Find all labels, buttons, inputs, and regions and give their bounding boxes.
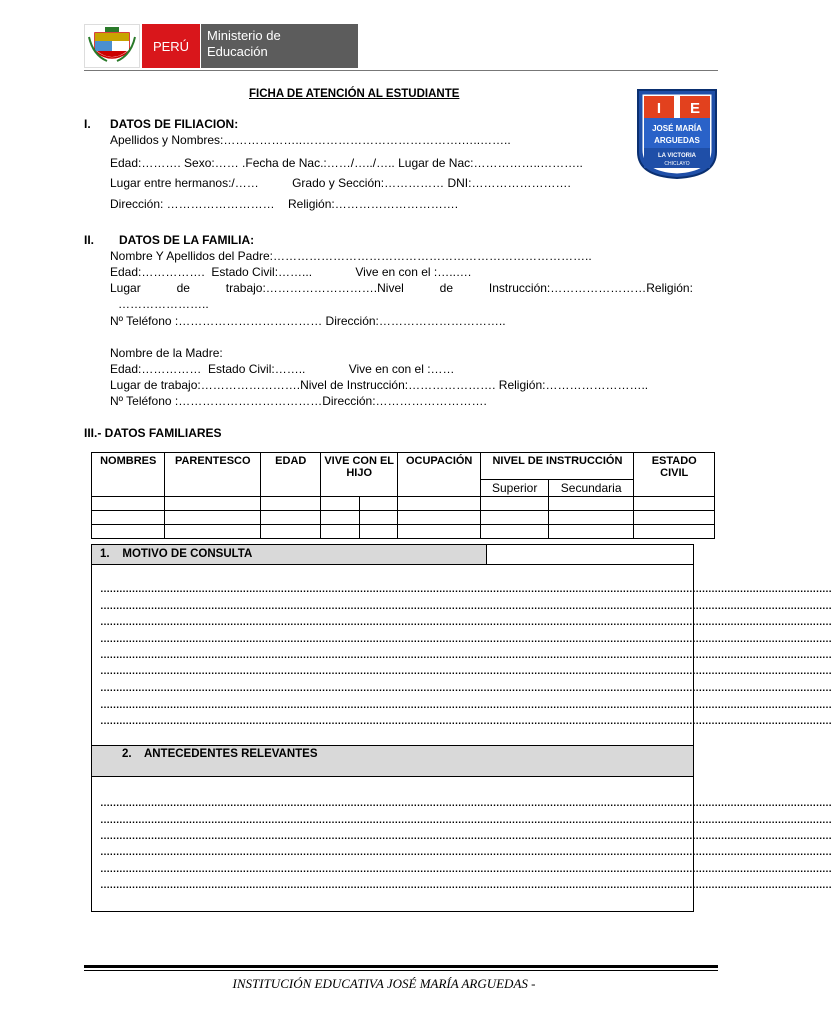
antecedentes-line-5[interactable]: …………………………………………………………………………………………………………………………………………………………………………………………………………… — [100, 864, 832, 875]
antecedentes-line-1[interactable]: …………………………………………………………………………………………………………………………………………………………………………………………………………… — [100, 798, 832, 809]
motivo-line-1[interactable]: …………………………………………………………………………………………………………………………………………………………………………………………………………… — [100, 584, 832, 595]
field-madre-telefono-direccion[interactable]: Nº Teléfono :………………………………Dirección:………………………. — [110, 394, 487, 408]
field-padre-trabajo-row[interactable] — [110, 281, 693, 295]
crest-name-line1: JOSÉ MARÍA — [652, 124, 702, 133]
field-apellidos-nombres[interactable]: Apellidos y Nombres:………………..………………………………….…..…….. — [110, 133, 511, 147]
crest-place-line1: LA VICTORIA — [657, 153, 697, 159]
section1-number: I. — [84, 117, 91, 131]
field-madre-edad-estado[interactable]: Edad:…………… Estado Civil:…….. Vive en con el :…… — [110, 362, 455, 376]
antecedentes-line-2[interactable]: …………………………………………………………………………………………………………………………………………………………………………………………………………… — [100, 815, 832, 826]
motivo-line-9[interactable]: …………………………………………………………………………………………………………………………………………………………………………………………………………… — [100, 716, 832, 727]
label-nombre-madre[interactable]: Nombre de la Madre: — [110, 346, 223, 360]
school-crest-icon — [636, 88, 718, 180]
col-ocupacion: OCUPACIÓN — [397, 453, 481, 497]
section2-number: II. — [84, 233, 95, 247]
motivo-line-7[interactable]: …………………………………………………………………………………………………………………………………………………………………………………………………………… — [100, 683, 832, 694]
school-crest-logo — [636, 88, 718, 180]
crest-place-line2: CHICLAYO — [664, 161, 690, 167]
col-secundaria: Secundaria — [548, 480, 634, 497]
logo-ministry-label — [201, 24, 358, 68]
padre-trabajo-part-d: de — [439, 281, 454, 295]
section2-title: DATOS DE LA FAMILIA: — [119, 233, 255, 247]
footer-divider-thin — [84, 970, 718, 971]
peru-coat-of-arms-logo — [84, 24, 140, 68]
crest-letter-e: E — [689, 100, 701, 117]
header-divider — [84, 70, 718, 71]
footer-institution: INSTITUCIÓN EDUCATIVA JOSÉ MARÍA ARGUEDAS - — [232, 976, 536, 991]
field-madre-trabajo[interactable]: Lugar de trabajo:…………………….Nivel de Instrucción:…………………. Religión:…………………….. — [110, 378, 649, 392]
padre-trabajo-part-e: Instrucción:……………………Religión: — [488, 281, 693, 295]
field-edad-sexo-nacimiento[interactable]: Edad:………. Sexo:…… .Fecha de Nac.:……/…../….. Lugar de Nac:……………..……….. — [110, 156, 583, 170]
col-estado-civil: ESTADO CIVIL — [634, 453, 715, 497]
page-title: FICHA DE ATENCIÓN AL ESTUDIANTE — [249, 88, 460, 100]
field-padre-telefono-direccion[interactable]: Nº Teléfono :……………………………… Dirección:………………………….. — [110, 314, 506, 328]
col-edad: EDAD — [261, 453, 321, 497]
logo-peru-label: PERÚ — [142, 24, 200, 68]
section1-title: DATOS DE FILIACION: — [110, 117, 239, 131]
field-direccion-religion[interactable]: Dirección: ……………………… Religión:…………………………. — [110, 197, 459, 211]
motivo-consulta-title: 1. MOTIVO DE CONSULTA — [100, 548, 253, 560]
col-parentesco: PARENTESCO — [165, 453, 261, 497]
table-row[interactable] — [92, 511, 715, 525]
motivo-line-2[interactable]: …………………………………………………………………………………………………………………………………………………………………………………………………………… — [100, 601, 832, 612]
coat-of-arms-icon — [85, 25, 139, 67]
logo-ministry-line2: Educación — [207, 44, 268, 59]
motivo-line-8[interactable]: …………………………………………………………………………………………………………………………………………………………………………………………………………… — [100, 700, 832, 711]
antecedentes-title: 2. ANTECEDENTES RELEVANTES — [122, 748, 318, 760]
section3-title: III.- DATOS FAMILIARES — [84, 426, 222, 440]
table-row[interactable] — [92, 497, 715, 511]
col-vive-con-el-hijo: VIVE CON EL HIJO — [321, 453, 397, 497]
crest-name-line2: ARGUEDAS — [654, 136, 700, 145]
padre-trabajo-part-b: de — [176, 281, 190, 295]
col-superior: Superior — [481, 480, 548, 497]
col-nivel-instruccion: NIVEL DE INSTRUCCIÓN — [481, 453, 634, 480]
padre-trabajo-part-a: Lugar — [110, 281, 141, 295]
motivo-line-4[interactable]: …………………………………………………………………………………………………………………………………………………………………………………………………………… — [100, 634, 832, 645]
crest-letter-i: I — [656, 100, 662, 117]
antecedentes-line-6[interactable]: …………………………………………………………………………………………………………………………………………………………………………………………………………… — [100, 880, 832, 891]
field-nombre-padre[interactable]: Nombre Y Apellidos del Padre:…………………………………………………………………….. — [110, 249, 592, 263]
padre-trabajo-part-c: trabajo:……………………….Nivel — [225, 281, 404, 295]
table-row[interactable] — [92, 525, 715, 539]
field-hermanos-grado-dni[interactable]: Lugar entre hermanos:/…… Grado y Sección:…………… DNI:……………………. — [110, 176, 571, 190]
footer-divider-thick — [84, 965, 718, 968]
motivo-divider — [92, 564, 693, 565]
motivo-line-5[interactable]: …………………………………………………………………………………………………………………………………………………………………………………………………………… — [100, 650, 832, 661]
motivo-line-3[interactable]: …………………………………………………………………………………………………………………………………………………………………………………………………………… — [100, 617, 832, 628]
col-nombres: NOMBRES — [92, 453, 165, 497]
field-padre-edad-estado[interactable]: Edad:……………. Estado Civil:……... Vive en con el :…..…. — [110, 265, 472, 279]
family-table — [91, 452, 715, 539]
motivo-line-6[interactable]: …………………………………………………………………………………………………………………………………………………………………………………………………………… — [100, 666, 832, 677]
logo-ministry-line1: Ministerio de — [207, 28, 281, 43]
field-padre-religion-cont[interactable]: ………………….. — [118, 297, 209, 311]
antecedentes-line-3[interactable]: …………………………………………………………………………………………………………………………………………………………………………………………………………… — [100, 831, 832, 842]
family-table-header — [92, 453, 715, 480]
antecedentes-line-4[interactable]: …………………………………………………………………………………………………………………………………………………………………………………………………………… — [100, 847, 832, 858]
